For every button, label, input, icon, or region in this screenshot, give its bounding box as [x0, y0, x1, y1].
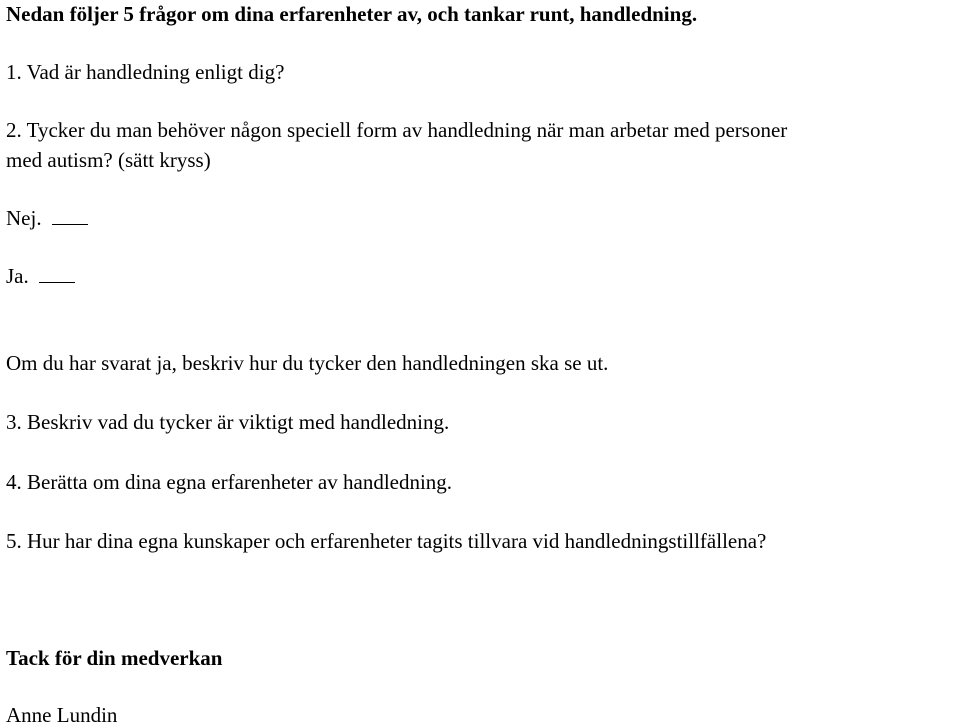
option-no-label: Nej. [6, 206, 42, 230]
question-4: 4. Berätta om dina egna erfarenheter av handledning. [6, 470, 453, 494]
author-name: Anne Lundin [6, 703, 118, 727]
question-3: 3. Beskriv vad du tycker är viktigt med handledning. [6, 410, 450, 434]
question-1: 1. Vad är handledning enligt dig? [6, 60, 285, 84]
question-5: 5. Hur har dina egna kunskaper och erfarenheter tagits tillvara vid handledningstillfällena? [6, 529, 767, 553]
followup-question: Om du har svarat ja, beskriv hur du tycker den handledningen ska se ut. [6, 351, 609, 375]
question-2-line-1: 2. Tycker du man behöver någon speciell form av handledning när man arbetar med personer [6, 118, 788, 142]
option-yes [6, 266, 75, 287]
question-2-line-2: med autism? (sätt kryss) [6, 148, 211, 172]
option-no-blank [52, 223, 88, 225]
option-yes-label: Ja. [6, 264, 29, 288]
intro-heading: Nedan följer 5 frågor om dina erfarenheter av, och tankar runt, handledning. [6, 2, 698, 26]
option-no [6, 208, 88, 229]
option-yes-blank [39, 281, 75, 283]
thanks-heading: Tack för din medverkan [6, 646, 223, 670]
